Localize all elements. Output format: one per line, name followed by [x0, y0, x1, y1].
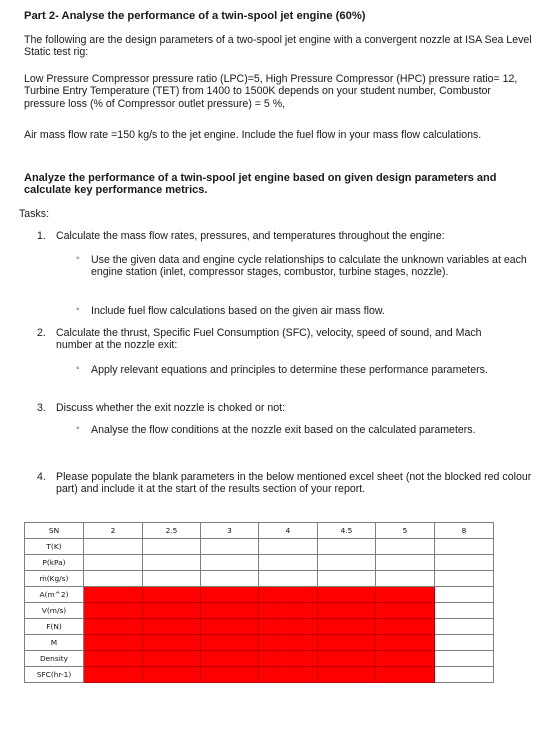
row-label-cell: F(N) — [25, 619, 84, 635]
input-cell[interactable] — [84, 539, 143, 555]
station-header-cell: 4 — [259, 523, 318, 539]
blocked-cell — [201, 587, 259, 603]
row-label-cell: T(K) — [25, 539, 84, 555]
sheet-row — [25, 603, 494, 619]
task-bullet — [76, 253, 531, 279]
blocked-cell — [376, 651, 435, 667]
blocked-cell — [84, 667, 143, 683]
design-parameters-paragraph: Low Pressure Compressor pressure ratio (LPC)=5, High Pressure Compressor (HPC) pressure ratio= 12, Turbine Entry Temperature (TET) from 1400 to 1500K depends on your student number, Combustor pressure loss (% of Compressor outlet pressure) = 5 %, — [24, 73, 518, 110]
blocked-cell — [201, 619, 259, 635]
input-cell[interactable] — [143, 539, 201, 555]
blocked-cell — [143, 603, 201, 619]
row-label-cell: ṁ(Kg/s) — [25, 571, 84, 587]
bullet-text: Include fuel flow calculations based on the given air mass flow. — [91, 305, 385, 317]
task-text: Calculate the thrust, Specific Fuel Consumption (SFC), velocity, speed of sound, and Mach number at the nozzle exit: — [56, 327, 482, 352]
station-header-cell: 4.5 — [318, 523, 376, 539]
air-mass-flow-paragraph: Air mass flow rate =150 kg/s to the jet engine. Include the fuel flow in your mass flow calculations. — [24, 129, 482, 141]
input-cell[interactable] — [143, 571, 201, 587]
row-label-cell: P(kPa) — [25, 555, 84, 571]
row-label-cell: M — [25, 635, 84, 651]
blocked-cell — [318, 667, 376, 683]
input-cell[interactable] — [318, 555, 376, 571]
bullet-text: Use the given data and engine cycle relationships to calculate the unknown variables at each engine station (inlet, compressor stages, combustor, turbine stages, nozzle). — [91, 254, 527, 279]
station-header-cell: 5 — [376, 523, 435, 539]
blocked-cell — [201, 667, 259, 683]
station-header-cell: 2.5 — [143, 523, 201, 539]
task-number: 2. — [37, 327, 46, 339]
blocked-cell — [143, 651, 201, 667]
analyze-heading: Analyze the performance of a twin-spool jet engine based on given design parameters and calculate key performance metrics. — [24, 172, 497, 197]
input-cell[interactable] — [435, 619, 494, 635]
station-header-cell: 8 — [435, 523, 494, 539]
task-text: Please populate the blank parameters in the below mentioned excel sheet (not the blocked red colour part) and include it at the start of the results section of your report. — [56, 471, 532, 496]
input-cell[interactable] — [435, 571, 494, 587]
task-item — [37, 327, 532, 353]
intro-paragraph: The following are the design parameters of a two-spool jet engine with a convergent nozzle at ISA Sea Level Static test rig: — [24, 34, 532, 59]
blocked-cell — [259, 635, 318, 651]
blocked-cell — [84, 587, 143, 603]
sheet-row — [25, 539, 494, 555]
bullet-text: Analyse the flow conditions at the nozzle exit based on the calculated parameters. — [91, 424, 476, 436]
input-cell[interactable] — [259, 539, 318, 555]
sheet-row — [25, 555, 494, 571]
input-cell[interactable] — [376, 539, 435, 555]
blocked-cell — [259, 603, 318, 619]
blocked-cell — [376, 587, 435, 603]
input-cell[interactable] — [435, 651, 494, 667]
blocked-cell — [318, 635, 376, 651]
input-cell[interactable] — [435, 555, 494, 571]
input-cell[interactable] — [435, 587, 494, 603]
blocked-cell — [318, 603, 376, 619]
blocked-cell — [376, 603, 435, 619]
blocked-cell — [376, 619, 435, 635]
row-label-cell: Density — [25, 651, 84, 667]
blocked-cell — [376, 667, 435, 683]
input-cell[interactable] — [435, 603, 494, 619]
task-bullet — [76, 423, 531, 436]
task-number: 4. — [37, 471, 46, 483]
blocked-cell — [318, 619, 376, 635]
blocked-cell — [318, 651, 376, 667]
blocked-cell — [201, 635, 259, 651]
blocked-cell — [143, 587, 201, 603]
row-label-cell: A(m^2) — [25, 587, 84, 603]
input-cell[interactable] — [318, 571, 376, 587]
input-cell[interactable] — [201, 539, 259, 555]
blocked-cell — [84, 603, 143, 619]
blocked-cell — [143, 619, 201, 635]
blocked-cell — [84, 635, 143, 651]
input-cell[interactable] — [435, 635, 494, 651]
blocked-cell — [318, 587, 376, 603]
blocked-cell — [259, 651, 318, 667]
sheet-row — [25, 651, 494, 667]
input-cell[interactable] — [259, 571, 318, 587]
input-cell[interactable] — [84, 555, 143, 571]
blocked-cell — [84, 619, 143, 635]
input-cell[interactable] — [376, 571, 435, 587]
blocked-cell — [376, 635, 435, 651]
input-cell[interactable] — [435, 667, 494, 683]
sheet-row — [25, 619, 494, 635]
input-cell[interactable] — [318, 539, 376, 555]
row-label-cell: SFC(hr-1) — [25, 667, 84, 683]
blocked-cell — [143, 667, 201, 683]
input-cell[interactable] — [201, 571, 259, 587]
task-number: 3. — [37, 402, 46, 414]
input-cell[interactable] — [259, 555, 318, 571]
sheet-row — [25, 571, 494, 587]
input-cell[interactable] — [201, 555, 259, 571]
sheet-header-label: SN — [25, 523, 84, 539]
row-label-cell: V(m/s) — [25, 603, 84, 619]
blocked-cell — [143, 635, 201, 651]
task-text: Discuss whether the exit nozzle is choked or not: — [56, 402, 286, 414]
tasks-label: Tasks: — [19, 208, 50, 220]
bullet-text: Apply relevant equations and principles to determine these performance parameters. — [91, 364, 488, 376]
sheet-header-row — [25, 523, 494, 539]
input-cell[interactable] — [84, 571, 143, 587]
input-cell[interactable] — [435, 539, 494, 555]
bullet-icon: ◦ — [76, 253, 80, 264]
station-header-cell: 3 — [201, 523, 259, 539]
station-header-cell: 2 — [84, 523, 143, 539]
blocked-cell — [201, 651, 259, 667]
blocked-cell — [259, 667, 318, 683]
task-text: Calculate the mass flow rates, pressures, and temperatures throughout the engine: — [56, 230, 445, 242]
blocked-cell — [259, 619, 318, 635]
bullet-icon: ◦ — [76, 304, 80, 315]
sheet-row — [25, 635, 494, 651]
input-cell[interactable] — [376, 555, 435, 571]
sheet-row — [25, 587, 494, 603]
bullet-icon: ◦ — [76, 363, 80, 374]
task-bullet — [76, 363, 491, 376]
task-bullet — [76, 304, 531, 317]
blocked-cell — [84, 651, 143, 667]
input-cell[interactable] — [143, 555, 201, 571]
blocked-cell — [201, 603, 259, 619]
results-sheet — [24, 522, 494, 683]
task-number: 1. — [37, 230, 46, 242]
part-title: Part 2- Analyse the performance of a twin-spool jet engine (60%) — [24, 10, 366, 22]
blocked-cell — [259, 587, 318, 603]
sheet-row — [25, 667, 494, 683]
bullet-icon: ◦ — [76, 423, 80, 434]
